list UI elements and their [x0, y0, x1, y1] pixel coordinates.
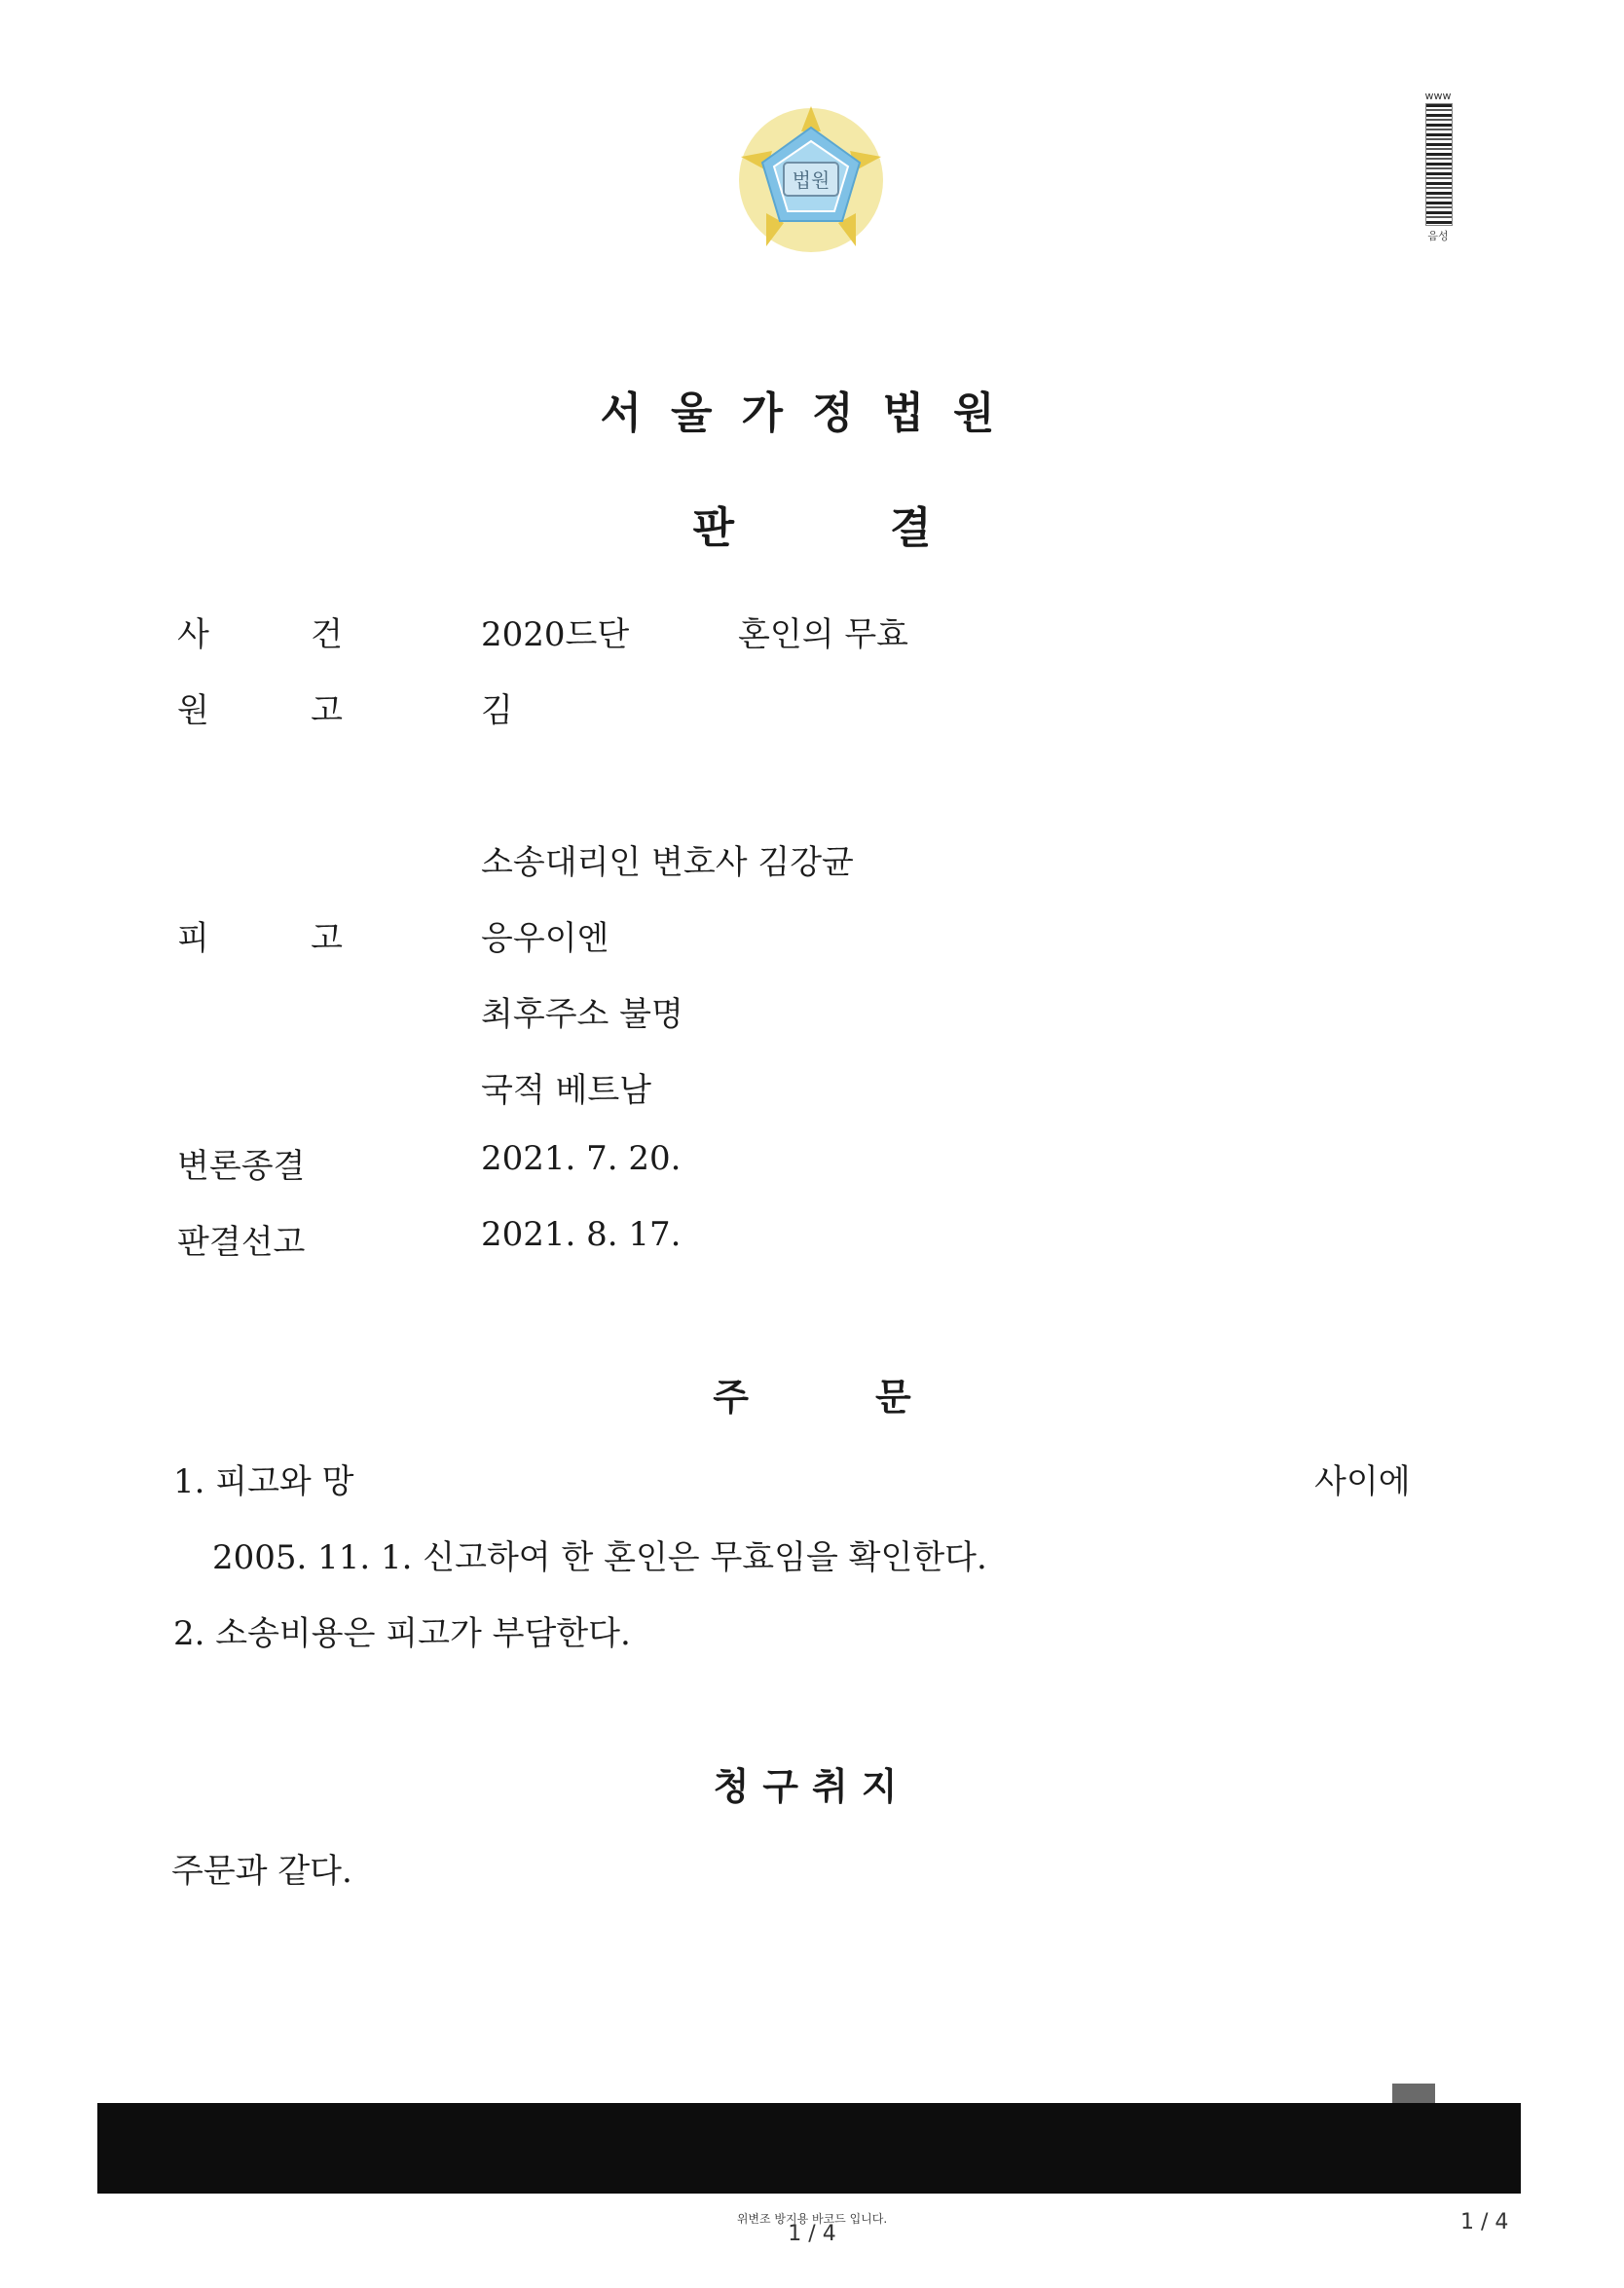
court-name: 서울가정법원	[600, 388, 1024, 438]
order-item-1-continued: 2005. 11. 1. 신고하여 한 혼인은 무효임을 확인한다.	[212, 1538, 987, 1577]
document-title-first: 판	[692, 503, 734, 553]
court-seal-logo	[733, 102, 889, 258]
plaintiff-counsel: 소송대리인 변호사 김강균	[481, 843, 854, 882]
order-item-2: 2. 소송비용은 피고가 부담한다.	[173, 1614, 631, 1653]
barcode-bottom-label: 음성	[1427, 230, 1449, 242]
anti-forgery-barcode	[1420, 90, 1457, 245]
seal-text: 법원	[792, 168, 830, 192]
document-title	[0, 493, 1624, 555]
order-item-1-start: 1. 피고와 망	[173, 1462, 354, 1501]
claim-text: 주문과 같다.	[171, 1852, 352, 1891]
barcode-top-label: www	[1424, 90, 1452, 102]
ruling-date: 2021. 8. 17.	[481, 1215, 682, 1254]
closing-label: 변론종결	[177, 1147, 306, 1186]
page-number-center: 1 / 4	[788, 2222, 836, 2246]
defendant-address: 최후주소 불명	[481, 995, 683, 1034]
barcode-notice: 위변조 방지용 바코드 입니다.	[736, 2212, 888, 2226]
order-title-second: 문	[875, 1375, 911, 1419]
ruling-label: 판결선고	[177, 1223, 306, 1262]
defendant-name: 응우이엔	[481, 919, 609, 958]
case-label: 사 건	[177, 615, 343, 654]
case-number: 2020드단	[481, 615, 630, 654]
barcode-image	[1425, 103, 1453, 226]
case-subject: 혼인의 무효	[738, 615, 909, 654]
claim-title: 청구취지	[713, 1764, 911, 1808]
document-title-second: 결	[890, 503, 932, 553]
defendant-nationality: 국적 베트남	[481, 1071, 652, 1110]
redaction-bar	[97, 2103, 1521, 2194]
closing-date: 2021. 7. 20.	[481, 1139, 682, 1178]
plaintiff-name: 김	[481, 691, 513, 730]
defendant-label: 피 고	[177, 919, 343, 958]
order-title	[0, 1367, 1624, 1421]
order-item-1-end: 사이에	[1314, 1462, 1411, 1501]
plaintiff-label: 원 고	[177, 691, 343, 730]
order-title-first: 주	[713, 1375, 749, 1419]
page-number-right: 1 / 4	[1460, 2210, 1509, 2234]
